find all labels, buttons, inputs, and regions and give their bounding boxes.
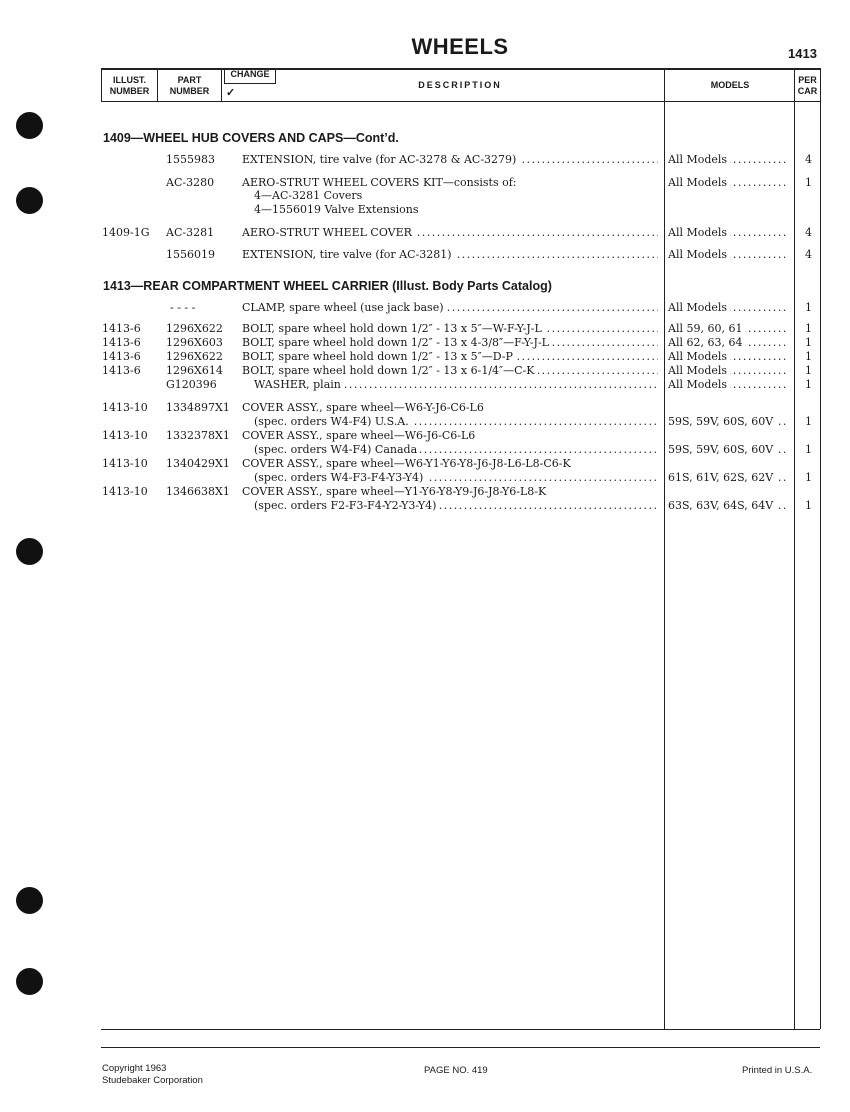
- per-car: 4: [805, 248, 812, 261]
- illust-number: 1413-6: [102, 336, 141, 349]
- description: CLAMP, spare wheel (use jack base) . . .: [242, 301, 658, 315]
- part-number: 1296X622: [166, 350, 223, 363]
- models: All Models . . .: [668, 176, 790, 190]
- part-number: 1332378X1: [166, 429, 230, 442]
- checkmark-icon: ✓: [226, 86, 236, 99]
- table-row: [0, 226, 850, 240]
- page-number: 1413: [788, 46, 817, 61]
- per-car: 1: [805, 415, 812, 428]
- table-row: [0, 301, 850, 315]
- footer-rule: [101, 1047, 820, 1048]
- part-number: 1555983: [166, 153, 215, 166]
- column-divider: [221, 68, 222, 102]
- per-car: 1: [805, 322, 812, 335]
- footer-printed: Printed in U.S.A.: [742, 1065, 813, 1076]
- per-car: 4: [805, 153, 812, 166]
- header-change: CHANGE: [224, 69, 276, 84]
- models: 61S, 61V, 62S, 62V . . .: [668, 471, 790, 485]
- illust-number: 1413-10: [102, 429, 148, 442]
- part-number: 1340429X1: [166, 457, 230, 470]
- models: All Models . . .: [668, 226, 790, 240]
- binder-hole: [16, 112, 43, 139]
- per-car: 4: [805, 226, 812, 239]
- description-cont: (spec. orders F2-F3-F4-Y2-Y3-Y4) . . .: [254, 499, 658, 513]
- part-number: 1346638X1: [166, 485, 230, 498]
- part-number: AC-3280: [166, 176, 215, 189]
- section-heading: 1409—WHEEL HUB COVERS AND CAPS—Cont’d.: [103, 131, 399, 145]
- description: BOLT, spare wheel hold down 1/2″ - 13 x 5″—D-P . . .: [242, 350, 658, 364]
- header-models: MODELS: [710, 80, 750, 90]
- table-row: [0, 485, 850, 499]
- description: COVER ASSY., spare wheel—W6-Y1-Y6-Y8-J6-J8-L6-L8-C6-K: [242, 457, 658, 471]
- description: BOLT, spare wheel hold down 1/2″ - 13 x 4-3/8″—F-Y-J-L . . .: [242, 336, 658, 350]
- footer-company: Studebaker Corporation: [102, 1075, 203, 1086]
- table-row: [0, 457, 850, 471]
- binder-hole: [16, 968, 43, 995]
- table-row-cont: [0, 415, 850, 429]
- illust-number: 1413-6: [102, 350, 141, 363]
- per-car: 1: [805, 471, 812, 484]
- binder-hole: [16, 538, 43, 565]
- description: AERO-STRUT WHEEL COVER . . .: [242, 226, 658, 240]
- footer-page-no: PAGE NO. 419: [424, 1065, 488, 1076]
- description: BOLT, spare wheel hold down 1/2″ - 13 x 5″—W-F-Y-J-L . . .: [242, 322, 658, 336]
- table-row-cont: [0, 471, 850, 485]
- models: 59S, 59V, 60S, 60V . . .: [668, 415, 790, 429]
- description: WASHER, plain . . .: [254, 378, 658, 392]
- table-row: [0, 401, 850, 415]
- kit-component: 4—1556019 Valve Extensions: [254, 203, 419, 216]
- part-number: 1296X614: [166, 364, 223, 377]
- kit-component: 4—AC-3281 Covers: [254, 189, 363, 202]
- header-illust-number: ILLUST. NUMBER: [109, 75, 150, 96]
- header-per-car: PER CAR: [797, 75, 818, 96]
- models: All 62, 63, 64 . . .: [668, 336, 790, 350]
- per-car: 1: [805, 350, 812, 363]
- illust-number: 1413-6: [102, 322, 141, 335]
- models: 59S, 59V, 60S, 60V . . .: [668, 443, 790, 457]
- description: AERO-STRUT WHEEL COVERS KIT—consists of:: [242, 176, 658, 190]
- header-part-number: PART NUMBER: [169, 75, 210, 96]
- models: All Models . . .: [668, 153, 790, 167]
- models: All Models . . .: [668, 248, 790, 262]
- table-row: [0, 322, 850, 336]
- header-top-rule: [101, 68, 820, 70]
- models: All Models . . .: [668, 301, 790, 315]
- models: 63S, 63V, 64S, 64V . . .: [668, 499, 790, 513]
- binder-hole: [16, 887, 43, 914]
- per-car: 1: [805, 301, 812, 314]
- description: COVER ASSY., spare wheel—Y1-Y6-Y8-Y9-J6-J8-Y6-L8-K: [242, 485, 658, 499]
- per-car: 1: [805, 443, 812, 456]
- table-row: [0, 364, 850, 378]
- illust-number: 1413-10: [102, 485, 148, 498]
- per-car: 1: [805, 364, 812, 377]
- table-row: [0, 153, 850, 167]
- header-description: DESCRIPTION: [418, 80, 502, 90]
- table-row: [0, 336, 850, 350]
- per-car: 1: [805, 336, 812, 349]
- per-car: 1: [805, 378, 812, 391]
- per-car: 1: [805, 499, 812, 512]
- description: COVER ASSY., spare wheel—W6-Y-J6-C6-L6: [242, 401, 658, 415]
- table-row-cont: [0, 443, 850, 457]
- illust-number: 1413-10: [102, 457, 148, 470]
- part-number: AC-3281: [166, 226, 215, 239]
- models: All Models . . .: [668, 350, 790, 364]
- table-row-cont: [0, 499, 850, 513]
- models: All Models . . .: [668, 364, 790, 378]
- table-row: [0, 378, 850, 392]
- models: All 59, 60, 61 . . .: [668, 322, 790, 336]
- illust-number: 1409-1G: [102, 226, 150, 239]
- description: EXTENSION, tire valve (for AC-3281) . . .: [242, 248, 658, 262]
- table-row: [0, 429, 850, 443]
- description-cont: (spec. orders W4-F4) Canada . . .: [254, 443, 658, 457]
- part-number: G120396: [166, 378, 217, 391]
- per-car: 1: [805, 176, 812, 189]
- description: EXTENSION, tire valve (for AC-3278 & AC-3279) . . .: [242, 153, 658, 167]
- description-cont: (spec. orders W4-F3-F4-Y3-Y4) . . .: [254, 471, 658, 485]
- footer-copyright: Copyright 1963: [102, 1063, 167, 1074]
- illust-number: 1413-6: [102, 364, 141, 377]
- page-title: WHEELS: [411, 34, 509, 59]
- part-number: 1334897X1: [166, 401, 230, 414]
- table-row-sub: [0, 203, 850, 217]
- part-number: 1556019: [166, 248, 215, 261]
- description-cont: (spec. orders W4-F4) U.S.A. . . .: [254, 415, 658, 429]
- illust-number: 1413-10: [102, 401, 148, 414]
- description: BOLT, spare wheel hold down 1/2″ - 13 x 6-1/4″—C-K . . .: [242, 364, 658, 378]
- description: COVER ASSY., spare wheel—W6-J6-C6-L6: [242, 429, 658, 443]
- part-number: 1296X603: [166, 336, 223, 349]
- section-heading: 1413—REAR COMPARTMENT WHEEL CARRIER (Illust. Body Parts Catalog): [103, 279, 552, 293]
- part-number: - - - -: [170, 301, 196, 314]
- part-number: 1296X622: [166, 322, 223, 335]
- table-row: [0, 350, 850, 364]
- models: All Models . . .: [668, 378, 790, 392]
- header-bottom-rule: [101, 101, 820, 102]
- table-row: [0, 248, 850, 262]
- table-row: [0, 176, 850, 190]
- table-row-sub: [0, 189, 850, 203]
- table-bottom-rule: [101, 1029, 820, 1030]
